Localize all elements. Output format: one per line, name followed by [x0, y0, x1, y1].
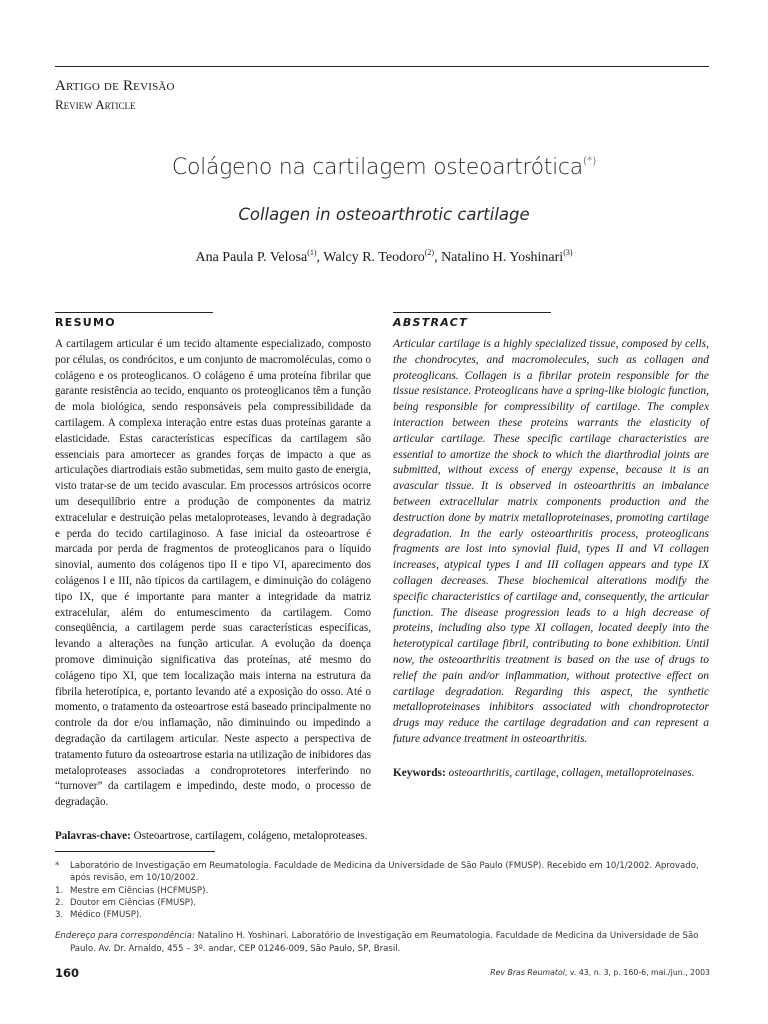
- footnote-text: Laboratório de Investigação em Reumatologia. Faculdade de Medicina da Universidade de São Paulo (FMUSP). Recebido em 10/1/2002. Aprovado, após revisão, em 10/10/2002.: [70, 861, 699, 884]
- footnote-text: Médico (FMUSP).: [70, 910, 142, 921]
- author-affiliation-ref: (2): [424, 248, 435, 257]
- author-affiliation-ref: (1): [307, 248, 317, 257]
- resumo-heading: RESUMO: [55, 316, 116, 329]
- top-rule: [55, 66, 709, 67]
- abstract-heading: ABSTRACT: [393, 316, 468, 329]
- author: [323, 250, 441, 265]
- journal-citation: [490, 968, 710, 977]
- resumo-body: A cartilagem articular é um tecido altamente especializado, composto por células, os condrócitos, e um conjunto de macromoléculas, como o colágeno e os proteoglicanos. O colágeno é uma proteína fibrilar que garante resistência ao tecido, enquanto os proteoglicanos têm a função de mola biológica, sendo responsáveis pela compressibilidade da cartilagem. A complexa interação entre estas duas proteínas garante a elasticidade. Estas características específicas da cartilagem são essenciais para amortecer as grandes forças de impacto a que as articulações diartrodiais estão submetidas, sem muito gasto de energia, visto tratar-se de um tecido avascular. Em processos artrósicos ocorre um desequilíbrio entre a produção de componentes da matriz extracelular e destruição pelas metaloproteases, levando à degradação e perda do tecido cartilaginoso. A fase inicial da osteoartrose é marcada por perda de fragmentos de proteoglicanos para o líquido sinovial, aumento dos colágenos tipo II e tipo VI, aparecimento dos colágenos I e III, não típicos da cartilagem, e diminuição do colágeno tipo IX, que é importante para manter a integridade da matriz extracelular, além do entumescimento da cartilagem. Como conseqüência, a cartilagem perde suas características específicas, levando a alterações na função articular. A evolução da doença promove diminuição significativa das proteínas, até mesmo do colágeno tipo XI, que tem localização mais interna na estrutura da fibrila heterotípica, e, portanto levando até a exposição do osso. Até o momento, o tratamento da osteoartrose está baseado principalmente no controle da dor e/ou inflamação, não diminuindo ou impedindo a degradação da cartilagem articular. Neste aspecto a perspectiva de tratamento futuro da osteoartrose estaria na utilização de inibidores das metaloproteases associadas a condroprotetores interferindo no “turnover” da cartilagem e impedindo, deste modo, o processo de degradação.: [55, 338, 371, 809]
- journal-reference: , v. 43, n. 3, p. 160-6, mai./jun., 2003: [564, 968, 710, 977]
- article-title: [0, 154, 768, 180]
- footnote-mark: 3.: [55, 910, 64, 921]
- keywords-label: Palavras-chave:: [55, 829, 131, 842]
- author: [441, 250, 572, 265]
- journal-name: Rev Bras Reumatol: [490, 968, 565, 977]
- author-separator: ,: [434, 250, 442, 265]
- correspondence-text: Natalino H. Yoshinari. Laboratório de Investigação em Reumatologia. Faculdade de Medicina da Universidade de São Paulo. Av. Dr. Arnaldo, 455 – 3º. andar, CEP 01246-009, São Paulo, SP, Brasil.: [70, 931, 699, 954]
- author-name: Ana Paula P. Velosa: [195, 250, 308, 265]
- footnote-rule: [55, 851, 215, 852]
- resumo-keywords: [55, 829, 371, 844]
- keywords-text: osteoarthritis, cartilage, collagen, metalloproteinases.: [448, 766, 695, 779]
- footnote-item: [55, 897, 710, 909]
- keywords-label: Keywords:: [393, 766, 446, 779]
- abstract-body: Articular cartilage is a highly specialized tissue, composed by cells, the chondrocytes, and macromolecules, such as collagen and proteoglicans. Collagen is a fibrilar protein responsible for the tissue resistance. Proteoglicans have a spring-like biologic function, being responsible for compressibility of cartilage. The complex interaction between these proteins warrants the elasticity of articular cartilage. These specific cartilage characteristics are essential to amortize the shock to which the diarthrodial joints are submitted, without excess of energy expense, because it is an avascular tissue. It is observed in osteoarthritis an imbalance between extracellular matrix components production and the destruction done by matrix metalloproteinases, promoting cartilage degradation. In the early osteoarthritis process, proteoglicans fragments are lost into synovial fluid, types II and VI collagen increases, atypical types I and III collagen appears and type IX collagen decreases. These biochemical alterations modify the specific characteristics of cartilage and, consequently, the articular function. The disease progression leads to a high decrease of proteins, including also type XI collagen, located deeply into the heterotypical cartilage fibril, contributing to bone exhibition. Until now, the osteoarthritis treatment is based on the use of drugs to relief the pain and/or inflammation, without protective effect on cartilage degradation. Regarding this aspect, the synthetic metalloproteinases inhibitors associated with chondroprotector drugs may reduce the cartilage degradation and can represent a future advance treatment in osteoarthritis.: [393, 338, 709, 745]
- article-subtitle: Collagen in osteoarthrotic cartilage: [238, 205, 530, 224]
- correspondence-address: [55, 930, 710, 955]
- title-footnote-mark: (*): [582, 154, 597, 167]
- author-list: [0, 248, 768, 266]
- resumo-rule: [55, 312, 213, 313]
- author-separator: ,: [316, 250, 324, 265]
- footnote-item: [55, 885, 710, 897]
- author-name: Natalino H. Yoshinari: [441, 250, 564, 265]
- keywords-text: Osteoartrose, cartilagem, colágeno, metaloproteases.: [133, 829, 368, 842]
- resumo-column: [55, 312, 371, 844]
- footnote-text: Doutor em Ciências (FMUSP).: [70, 897, 197, 908]
- footnote-item: [55, 909, 710, 921]
- abstract-column: [393, 312, 709, 781]
- footnote-item: [55, 860, 710, 885]
- article-type-en: Review Article: [55, 97, 136, 113]
- author-affiliation-ref: (3): [563, 248, 573, 257]
- footnote-mark: 1.: [55, 885, 64, 896]
- author: [195, 250, 323, 265]
- abstract-rule: [393, 312, 551, 313]
- correspondence-label: Endereço para correspondência:: [55, 931, 195, 942]
- abstract-keywords: [393, 766, 709, 781]
- article-type-pt: Artigo de Revisão: [55, 78, 175, 94]
- page-number: 160: [55, 966, 80, 980]
- footnote-text: Mestre em Ciências (HCFMUSP).: [70, 885, 209, 896]
- footnotes: [55, 860, 710, 955]
- footnote-mark: *: [55, 861, 60, 871]
- title-text: Colágeno na cartilagem osteoartrótica: [171, 155, 583, 180]
- footnote-mark: 2.: [55, 897, 64, 908]
- author-name: Walcy R. Teodoro: [323, 250, 425, 265]
- article-type: [55, 76, 175, 114]
